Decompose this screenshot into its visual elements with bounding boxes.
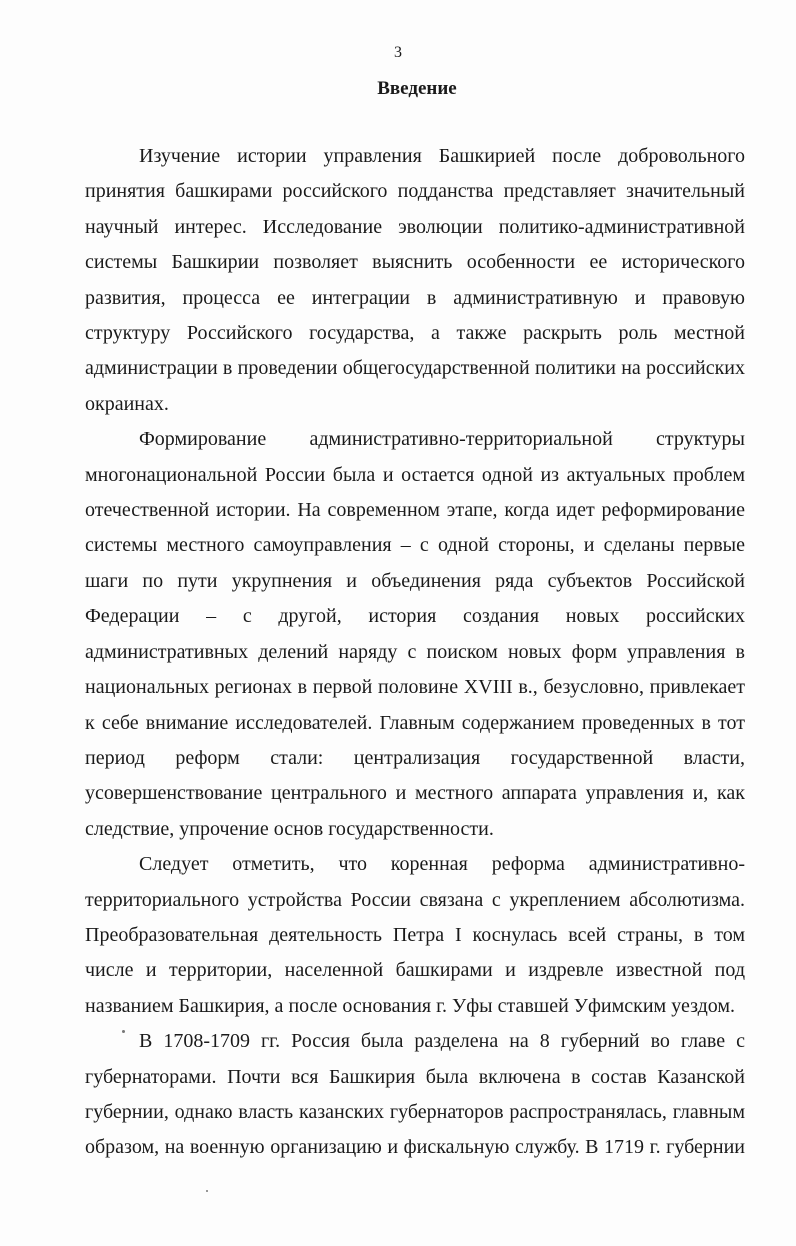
paragraph: Формирование административно-территориальной структуры многонациональной России была и остается одной из актуальных проблем отечественной истории. На современном этапе, когда идет реформирование системы местного самоуправления – с одной стороны, и сделаны первые шаги по пути укрупнения и объединения ряда субъектов Российской Федерации – с другой, история создания новых российских административных делений наряду с поиском новых форм управления в национальных регионах в первой половине XVIII в., безусловно, привлекает к себе внимание исследователей. Главным содержанием проведенных в тот период реформ стали: централизация государственной власти, усовершенствование центрального и местного аппарата управления и, как следствие, упрочение основ государственности. [85,428,745,840]
scan-speck [122,1030,125,1033]
paragraph: Следует отметить, что коренная реформа административно-территориального устройства России связана с укреплением абсолютизма. Преобразовательная деятельность Петра I коснулась всей страны, в том числе и территории, населенной башкирами и издревле известной под названием Башкирия, а после основания г. Уфы ставшей Уфимским уездом. [85,853,745,1017]
body-text [85,139,745,1166]
page-number: 3 [394,44,402,61]
paragraph: В 1708-1709 гг. Россия была разделена на 8 губерний во главе с губернаторами. Почти вся Башкирия была включена в состав Казанской губернии, однако власть казанских губернаторов распространялась, главным образом, на военную организацию и фискальную службу. В 1719 г. губернии [85,1030,745,1159]
section-heading: Введение [377,78,457,99]
paragraph: Изучение истории управления Башкирией после добровольного принятия башкирами российского подданства представляет значительный научный интерес. Исследование эволюции политико-административной системы Башкирии позволяет выяснить особенности ее исторического развития, процесса ее интеграции в административную и правовую структуру Российского государства, а также раскрыть роль местной администрации в проведении общегосударственной политики на российских окраинах. [85,145,745,415]
scan-speck [206,1190,208,1192]
